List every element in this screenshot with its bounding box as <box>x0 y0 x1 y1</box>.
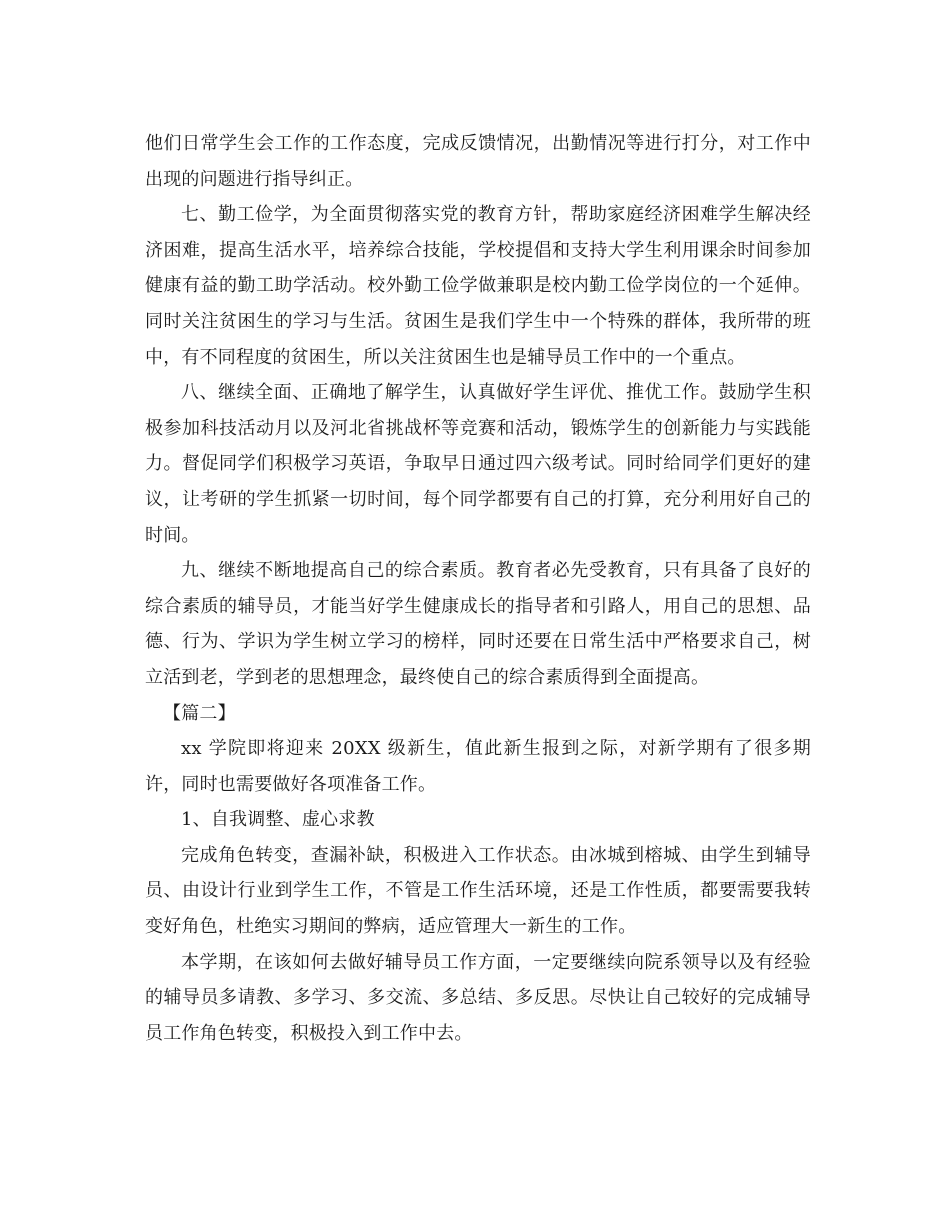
document-page <box>145 126 811 1051</box>
paragraph-role-change: 完成角色转变，查漏补缺，积极进入工作状态。由冰城到榕城、由学生到辅导员、由设计行业到学生工作，不管是工作生活环境，还是工作性质，都要需要我转变好角色，杜绝实习期间的弊病，适应管理大一新生的工作。 <box>145 844 811 938</box>
list-item-one-heading: 1、自我调整、虚心求教 <box>181 809 375 831</box>
paragraph-item-seven: 七、勤工俭学，为全面贯彻落实党的教育方针，帮助家庭经济困难学生解决经济困难，提高生活水平，培养综合技能，学校提倡和支持大学生利用课余时间参加健康有益的勤工助学活动。校外勤工俭学做兼职是校内勤工俭学岗位的一个延伸。同时关注贫困生的学习与生活。贫困生是我们学生中一个特殊的群体，我所带的班中，有不同程度的贫困生，所以关注贫困生也是辅导员工作中的一个重点。 <box>145 204 811 368</box>
paragraph-item-nine: 九、继续不断地提高自己的综合素质。教育者必先受教育，只有具备了良好的综合素质的辅导员，才能当好学生健康成长的指导者和引路人，用自己的思想、品德、行为、学识为学生树立学习的榜样，同时还要在日常生活中严格要求自己，树立活到老，学到老的思想理念，最终使自己的综合素质得到全面提高。 <box>145 560 811 688</box>
section-heading-part-two: 【篇二】 <box>163 702 236 724</box>
paragraph-this-semester: 本学期，在该如何去做好辅导员工作方面，一定要继续向院系领导以及有经验的辅导员多请教、多学习、多交流、多总结、多反思。尽快让自己较好的完成辅导员工作角色转变，积极投入到工作中去。 <box>145 951 811 1044</box>
paragraph-continuation: 他们日常学生会工作的工作态度，完成反馈情况，出勤情况等进行打分，对工作中出现的问题进行指导纠正。 <box>145 133 811 190</box>
paragraph-intro: xx 学院即将迎来 20XX 级新生，值此新生报到之际，对新学期有了很多期许，同时也需要做好各项准备工作。 <box>145 738 811 795</box>
paragraph-item-eight: 八、继续全面、正确地了解学生，认真做好学生评优、推优工作。鼓励学生积极参加科技活动月以及河北省挑战杯等竞赛和活动，锻炼学生的创新能力与实践能力。督促同学们积极学习英语，争取早日通过四六级考试。同时给同学们更好的建议，让考研的学生抓紧一切时间，每个同学都要有自己的打算，充分利用好自己的时间。 <box>145 382 811 546</box>
